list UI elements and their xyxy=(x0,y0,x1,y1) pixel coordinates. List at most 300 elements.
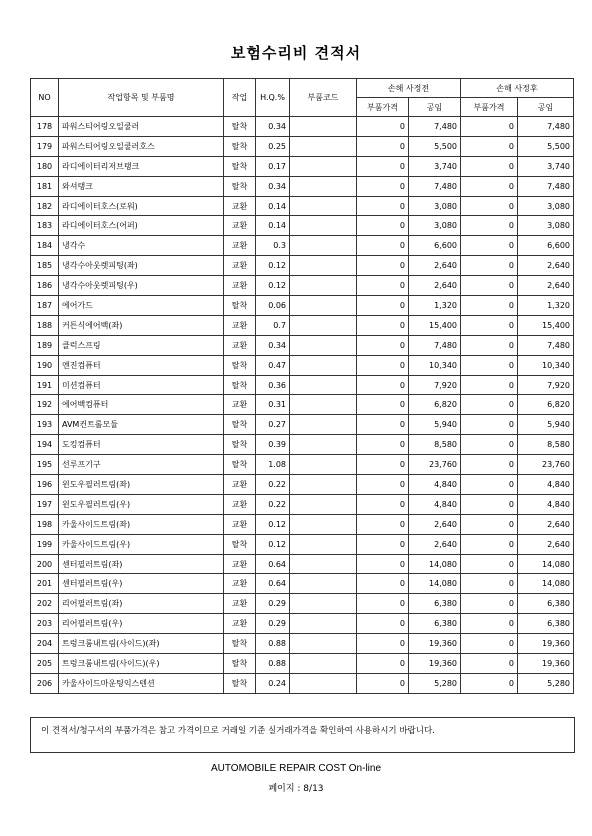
hq-percent-cell: 1.08 xyxy=(256,455,290,475)
part-code-cell xyxy=(290,435,357,455)
before-part-price-cell: 0 xyxy=(357,514,409,534)
before-labor-cell: 2,640 xyxy=(409,534,461,554)
before-part-price-cell: 0 xyxy=(357,594,409,614)
table-row xyxy=(31,614,574,634)
table-row xyxy=(31,256,574,276)
after-part-price-cell: 0 xyxy=(461,256,518,276)
after-labor-cell: 6,380 xyxy=(518,594,574,614)
header-after-labor: 공임 xyxy=(518,98,574,117)
before-labor-cell: 2,640 xyxy=(409,514,461,534)
part-name-cell: 카울사이드트림(좌) xyxy=(59,514,224,534)
table-row xyxy=(31,494,574,514)
table-row xyxy=(31,296,574,316)
work-type-cell: 탈착 xyxy=(224,156,256,176)
after-labor-cell: 8,580 xyxy=(518,435,574,455)
after-labor-cell: 4,840 xyxy=(518,475,574,495)
hq-percent-cell: 0.88 xyxy=(256,634,290,654)
hq-percent-cell: 0.36 xyxy=(256,375,290,395)
table-row xyxy=(31,594,574,614)
header-hq: H.Q.% xyxy=(256,79,290,117)
before-labor-cell: 7,480 xyxy=(409,117,461,137)
hq-percent-cell: 0.7 xyxy=(256,315,290,335)
part-code-cell xyxy=(290,315,357,335)
after-labor-cell: 2,640 xyxy=(518,276,574,296)
work-type-cell: 탈착 xyxy=(224,534,256,554)
part-code-cell xyxy=(290,276,357,296)
part-code-cell xyxy=(290,494,357,514)
work-type-cell: 교환 xyxy=(224,196,256,216)
after-part-price-cell: 0 xyxy=(461,236,518,256)
part-code-cell xyxy=(290,574,357,594)
table-body xyxy=(31,117,574,694)
before-part-price-cell: 0 xyxy=(357,634,409,654)
after-part-price-cell: 0 xyxy=(461,634,518,654)
part-name-cell: 도킹컴퓨터 xyxy=(59,435,224,455)
before-labor-cell: 6,600 xyxy=(409,236,461,256)
before-labor-cell: 7,920 xyxy=(409,375,461,395)
header-after-part-price: 부품가격 xyxy=(461,98,518,117)
header-code: 부품코드 xyxy=(290,79,357,117)
before-labor-cell: 3,080 xyxy=(409,216,461,236)
part-name-cell: 파워스티어링오일쿨러 xyxy=(59,117,224,137)
after-part-price-cell: 0 xyxy=(461,614,518,634)
after-labor-cell: 1,320 xyxy=(518,296,574,316)
part-name-cell: AVM컨트롤모듈 xyxy=(59,415,224,435)
before-part-price-cell: 0 xyxy=(357,395,409,415)
before-part-price-cell: 0 xyxy=(357,455,409,475)
before-labor-cell: 19,360 xyxy=(409,654,461,674)
after-labor-cell: 2,640 xyxy=(518,534,574,554)
price-disclaimer-note: 이 견적서/청구서의 부품가격은 참고 가격이므로 거래일 기준 실거래가격을 확인하여 사용하시기 바랍니다. xyxy=(30,717,575,753)
header-before-part-price: 부품가격 xyxy=(357,98,409,117)
row-number-cell: 202 xyxy=(31,594,59,614)
after-part-price-cell: 0 xyxy=(461,673,518,693)
before-part-price-cell: 0 xyxy=(357,117,409,137)
after-part-price-cell: 0 xyxy=(461,415,518,435)
after-labor-cell: 2,640 xyxy=(518,514,574,534)
part-code-cell xyxy=(290,654,357,674)
row-number-cell: 203 xyxy=(31,614,59,634)
table-row xyxy=(31,475,574,495)
work-type-cell: 교환 xyxy=(224,614,256,634)
table-row xyxy=(31,375,574,395)
table-row xyxy=(31,136,574,156)
page-number: 페이지 : 8/13 xyxy=(268,784,324,794)
table-row xyxy=(31,315,574,335)
table-row xyxy=(31,355,574,375)
after-labor-cell: 4,840 xyxy=(518,494,574,514)
before-labor-cell: 5,500 xyxy=(409,136,461,156)
hq-percent-cell: 0.64 xyxy=(256,574,290,594)
hq-percent-cell: 0.27 xyxy=(256,415,290,435)
after-labor-cell: 14,080 xyxy=(518,574,574,594)
before-part-price-cell: 0 xyxy=(357,216,409,236)
work-type-cell: 교환 xyxy=(224,395,256,415)
before-part-price-cell: 0 xyxy=(357,375,409,395)
after-part-price-cell: 0 xyxy=(461,216,518,236)
row-number-cell: 186 xyxy=(31,276,59,296)
before-part-price-cell: 0 xyxy=(357,534,409,554)
before-part-price-cell: 0 xyxy=(357,475,409,495)
before-labor-cell: 1,320 xyxy=(409,296,461,316)
after-part-price-cell: 0 xyxy=(461,335,518,355)
table-row xyxy=(31,176,574,196)
row-number-cell: 185 xyxy=(31,256,59,276)
after-labor-cell: 6,380 xyxy=(518,614,574,634)
part-name-cell: 리어필러트림(우) xyxy=(59,614,224,634)
before-part-price-cell: 0 xyxy=(357,574,409,594)
header-after-adjustment: 손해 사정후 xyxy=(461,79,574,98)
before-part-price-cell: 0 xyxy=(357,315,409,335)
before-part-price-cell: 0 xyxy=(357,276,409,296)
hq-percent-cell: 0.12 xyxy=(256,276,290,296)
work-type-cell: 교환 xyxy=(224,594,256,614)
row-number-cell: 192 xyxy=(31,395,59,415)
before-labor-cell: 6,380 xyxy=(409,594,461,614)
table-row xyxy=(31,514,574,534)
before-labor-cell: 3,080 xyxy=(409,196,461,216)
after-labor-cell: 5,940 xyxy=(518,415,574,435)
before-part-price-cell: 0 xyxy=(357,335,409,355)
part-code-cell xyxy=(290,514,357,534)
row-number-cell: 189 xyxy=(31,335,59,355)
table-row xyxy=(31,216,574,236)
hq-percent-cell: 0.34 xyxy=(256,335,290,355)
after-part-price-cell: 0 xyxy=(461,375,518,395)
part-code-cell xyxy=(290,256,357,276)
row-number-cell: 197 xyxy=(31,494,59,514)
hq-percent-cell: 0.14 xyxy=(256,196,290,216)
after-part-price-cell: 0 xyxy=(461,296,518,316)
table-row xyxy=(31,156,574,176)
row-number-cell: 180 xyxy=(31,156,59,176)
table-row xyxy=(31,395,574,415)
before-part-price-cell: 0 xyxy=(357,494,409,514)
header-work: 작업 xyxy=(224,79,256,117)
before-labor-cell: 3,740 xyxy=(409,156,461,176)
before-labor-cell: 7,480 xyxy=(409,335,461,355)
before-part-price-cell: 0 xyxy=(357,673,409,693)
hq-percent-cell: 0.64 xyxy=(256,554,290,574)
row-number-cell: 201 xyxy=(31,574,59,594)
table-row xyxy=(31,236,574,256)
work-type-cell: 교환 xyxy=(224,256,256,276)
table-row xyxy=(31,654,574,674)
row-number-cell: 179 xyxy=(31,136,59,156)
work-type-cell: 탈착 xyxy=(224,176,256,196)
before-part-price-cell: 0 xyxy=(357,654,409,674)
table-row xyxy=(31,435,574,455)
part-name-cell: 와셔탱크 xyxy=(59,176,224,196)
before-labor-cell: 7,480 xyxy=(409,176,461,196)
part-name-cell: 클럭스프링 xyxy=(59,335,224,355)
table-row xyxy=(31,634,574,654)
before-labor-cell: 4,840 xyxy=(409,494,461,514)
before-part-price-cell: 0 xyxy=(357,296,409,316)
after-part-price-cell: 0 xyxy=(461,136,518,156)
row-number-cell: 204 xyxy=(31,634,59,654)
work-type-cell: 교환 xyxy=(224,494,256,514)
work-type-cell: 교환 xyxy=(224,574,256,594)
hq-percent-cell: 0.88 xyxy=(256,654,290,674)
part-name-cell: 라디에이터호스(어퍼) xyxy=(59,216,224,236)
header-no: NO xyxy=(31,79,59,117)
hq-percent-cell: 0.34 xyxy=(256,176,290,196)
hq-percent-cell: 0.12 xyxy=(256,256,290,276)
before-part-price-cell: 0 xyxy=(357,256,409,276)
after-part-price-cell: 0 xyxy=(461,315,518,335)
part-name-cell: 윈도우필러트림(좌) xyxy=(59,475,224,495)
part-name-cell: 라디에이터호스(로워) xyxy=(59,196,224,216)
before-part-price-cell: 0 xyxy=(357,614,409,634)
hq-percent-cell: 0.14 xyxy=(256,216,290,236)
hq-percent-cell: 0.22 xyxy=(256,475,290,495)
part-code-cell xyxy=(290,614,357,634)
after-part-price-cell: 0 xyxy=(461,156,518,176)
part-name-cell: 윈도우필러트림(우) xyxy=(59,494,224,514)
part-code-cell xyxy=(290,196,357,216)
after-part-price-cell: 0 xyxy=(461,117,518,137)
before-labor-cell: 15,400 xyxy=(409,315,461,335)
row-number-cell: 200 xyxy=(31,554,59,574)
row-number-cell: 183 xyxy=(31,216,59,236)
after-part-price-cell: 0 xyxy=(461,574,518,594)
before-labor-cell: 6,820 xyxy=(409,395,461,415)
after-labor-cell: 14,080 xyxy=(518,554,574,574)
after-labor-cell: 3,080 xyxy=(518,216,574,236)
header-item: 작업항목 및 부품명 xyxy=(59,79,224,117)
after-part-price-cell: 0 xyxy=(461,494,518,514)
part-code-cell xyxy=(290,395,357,415)
hq-percent-cell: 0.47 xyxy=(256,355,290,375)
work-type-cell: 교환 xyxy=(224,216,256,236)
after-part-price-cell: 0 xyxy=(461,276,518,296)
work-type-cell: 탈착 xyxy=(224,117,256,137)
before-part-price-cell: 0 xyxy=(357,236,409,256)
before-labor-cell: 14,080 xyxy=(409,554,461,574)
hq-percent-cell: 0.34 xyxy=(256,117,290,137)
row-number-cell: 184 xyxy=(31,236,59,256)
before-part-price-cell: 0 xyxy=(357,136,409,156)
part-name-cell: 냉각수 xyxy=(59,236,224,256)
part-code-cell xyxy=(290,236,357,256)
part-code-cell xyxy=(290,117,357,137)
after-labor-cell: 7,480 xyxy=(518,335,574,355)
before-part-price-cell: 0 xyxy=(357,435,409,455)
part-name-cell: 트렁크룸내트림(사이드)(우) xyxy=(59,654,224,674)
part-name-cell: 라디에이터리저브탱크 xyxy=(59,156,224,176)
work-type-cell: 탈착 xyxy=(224,455,256,475)
after-labor-cell: 5,500 xyxy=(518,136,574,156)
work-type-cell: 탈착 xyxy=(224,654,256,674)
table-row xyxy=(31,455,574,475)
part-code-cell xyxy=(290,475,357,495)
row-number-cell: 205 xyxy=(31,654,59,674)
part-code-cell xyxy=(290,594,357,614)
before-part-price-cell: 0 xyxy=(357,355,409,375)
table-row xyxy=(31,534,574,554)
row-number-cell: 190 xyxy=(31,355,59,375)
hq-percent-cell: 0.31 xyxy=(256,395,290,415)
hq-percent-cell: 0.06 xyxy=(256,296,290,316)
after-part-price-cell: 0 xyxy=(461,435,518,455)
after-labor-cell: 10,340 xyxy=(518,355,574,375)
row-number-cell: 206 xyxy=(31,673,59,693)
table-row xyxy=(31,276,574,296)
work-type-cell: 탈착 xyxy=(224,296,256,316)
part-code-cell xyxy=(290,455,357,475)
before-labor-cell: 23,760 xyxy=(409,455,461,475)
hq-percent-cell: 0.39 xyxy=(256,435,290,455)
before-labor-cell: 19,360 xyxy=(409,634,461,654)
work-type-cell: 교환 xyxy=(224,315,256,335)
after-labor-cell: 3,080 xyxy=(518,196,574,216)
before-part-price-cell: 0 xyxy=(357,156,409,176)
part-code-cell xyxy=(290,335,357,355)
row-number-cell: 198 xyxy=(31,514,59,534)
work-type-cell: 교환 xyxy=(224,276,256,296)
table-row xyxy=(31,554,574,574)
part-code-cell xyxy=(290,554,357,574)
hq-percent-cell: 0.24 xyxy=(256,673,290,693)
before-labor-cell: 5,280 xyxy=(409,673,461,693)
hq-percent-cell: 0.12 xyxy=(256,534,290,554)
part-code-cell xyxy=(290,296,357,316)
work-type-cell: 탈착 xyxy=(224,136,256,156)
work-type-cell: 교환 xyxy=(224,475,256,495)
after-labor-cell: 5,280 xyxy=(518,673,574,693)
part-code-cell xyxy=(290,534,357,554)
after-part-price-cell: 0 xyxy=(461,594,518,614)
part-name-cell: 에어백컴퓨터 xyxy=(59,395,224,415)
before-labor-cell: 8,580 xyxy=(409,435,461,455)
before-labor-cell: 6,380 xyxy=(409,614,461,634)
hq-percent-cell: 0.12 xyxy=(256,514,290,534)
part-code-cell xyxy=(290,673,357,693)
after-part-price-cell: 0 xyxy=(461,176,518,196)
after-part-price-cell: 0 xyxy=(461,355,518,375)
before-part-price-cell: 0 xyxy=(357,415,409,435)
before-labor-cell: 2,640 xyxy=(409,276,461,296)
after-part-price-cell: 0 xyxy=(461,554,518,574)
work-type-cell: 탈착 xyxy=(224,355,256,375)
after-part-price-cell: 0 xyxy=(461,455,518,475)
part-code-cell xyxy=(290,216,357,236)
work-type-cell: 교환 xyxy=(224,236,256,256)
after-labor-cell: 7,480 xyxy=(518,117,574,137)
after-part-price-cell: 0 xyxy=(461,534,518,554)
before-labor-cell: 14,080 xyxy=(409,574,461,594)
after-labor-cell: 7,920 xyxy=(518,375,574,395)
table-row xyxy=(31,673,574,693)
after-labor-cell: 23,760 xyxy=(518,455,574,475)
work-type-cell: 탈착 xyxy=(224,673,256,693)
hq-percent-cell: 0.22 xyxy=(256,494,290,514)
after-labor-cell: 7,480 xyxy=(518,176,574,196)
after-labor-cell: 6,820 xyxy=(518,395,574,415)
hq-percent-cell: 0.17 xyxy=(256,156,290,176)
part-code-cell xyxy=(290,355,357,375)
document-title: 보험수리비 견적서 xyxy=(230,44,362,62)
work-type-cell: 탈착 xyxy=(224,435,256,455)
before-labor-cell: 10,340 xyxy=(409,355,461,375)
table-header xyxy=(31,79,574,117)
after-labor-cell: 6,600 xyxy=(518,236,574,256)
after-labor-cell: 2,640 xyxy=(518,256,574,276)
after-part-price-cell: 0 xyxy=(461,475,518,495)
part-code-cell xyxy=(290,136,357,156)
table-row xyxy=(31,335,574,355)
row-number-cell: 188 xyxy=(31,315,59,335)
table-row xyxy=(31,117,574,137)
part-name-cell: 미션컴퓨터 xyxy=(59,375,224,395)
hq-percent-cell: 0.29 xyxy=(256,594,290,614)
row-number-cell: 187 xyxy=(31,296,59,316)
part-name-cell: 리어필러트림(좌) xyxy=(59,594,224,614)
before-labor-cell: 5,940 xyxy=(409,415,461,435)
row-number-cell: 182 xyxy=(31,196,59,216)
work-type-cell: 탈착 xyxy=(224,634,256,654)
part-code-cell xyxy=(290,156,357,176)
after-part-price-cell: 0 xyxy=(461,654,518,674)
work-type-cell: 탈착 xyxy=(224,415,256,435)
after-part-price-cell: 0 xyxy=(461,196,518,216)
row-number-cell: 181 xyxy=(31,176,59,196)
part-name-cell: 파워스티어링오일쿨러호스 xyxy=(59,136,224,156)
row-number-cell: 178 xyxy=(31,117,59,137)
table-row xyxy=(31,574,574,594)
part-name-cell: 카울사이드마운팅익스텐션 xyxy=(59,673,224,693)
part-name-cell: 선루프기구 xyxy=(59,455,224,475)
part-name-cell: 트렁크룸내트림(사이드)(좌) xyxy=(59,634,224,654)
row-number-cell: 193 xyxy=(31,415,59,435)
header-before-adjustment: 손해 사정전 xyxy=(357,79,461,98)
table-row xyxy=(31,415,574,435)
part-name-cell: 에어가드 xyxy=(59,296,224,316)
work-type-cell: 교환 xyxy=(224,554,256,574)
after-part-price-cell: 0 xyxy=(461,514,518,534)
row-number-cell: 194 xyxy=(31,435,59,455)
part-name-cell: 냉각수아웃렛피팅(좌) xyxy=(59,256,224,276)
estimate-table xyxy=(30,78,574,694)
part-name-cell: 카울사이드트림(우) xyxy=(59,534,224,554)
part-code-cell xyxy=(290,176,357,196)
hq-percent-cell: 0.25 xyxy=(256,136,290,156)
part-name-cell: 센터필러트림(좌) xyxy=(59,554,224,574)
part-name-cell: 센터필러트림(우) xyxy=(59,574,224,594)
before-part-price-cell: 0 xyxy=(357,176,409,196)
after-labor-cell: 3,740 xyxy=(518,156,574,176)
hq-percent-cell: 0.3 xyxy=(256,236,290,256)
row-number-cell: 195 xyxy=(31,455,59,475)
row-number-cell: 196 xyxy=(31,475,59,495)
after-part-price-cell: 0 xyxy=(461,395,518,415)
footer-brand: AUTOMOBILE REPAIR COST On-line xyxy=(210,763,382,774)
part-name-cell: 커튼식에어백(좌) xyxy=(59,315,224,335)
before-labor-cell: 2,640 xyxy=(409,256,461,276)
work-type-cell: 교환 xyxy=(224,335,256,355)
before-labor-cell: 4,840 xyxy=(409,475,461,495)
work-type-cell: 교환 xyxy=(224,514,256,534)
after-labor-cell: 15,400 xyxy=(518,315,574,335)
hq-percent-cell: 0.29 xyxy=(256,614,290,634)
row-number-cell: 191 xyxy=(31,375,59,395)
part-code-cell xyxy=(290,375,357,395)
table-row xyxy=(31,196,574,216)
before-part-price-cell: 0 xyxy=(357,554,409,574)
part-name-cell: 엔진컴퓨터 xyxy=(59,355,224,375)
after-labor-cell: 19,360 xyxy=(518,634,574,654)
